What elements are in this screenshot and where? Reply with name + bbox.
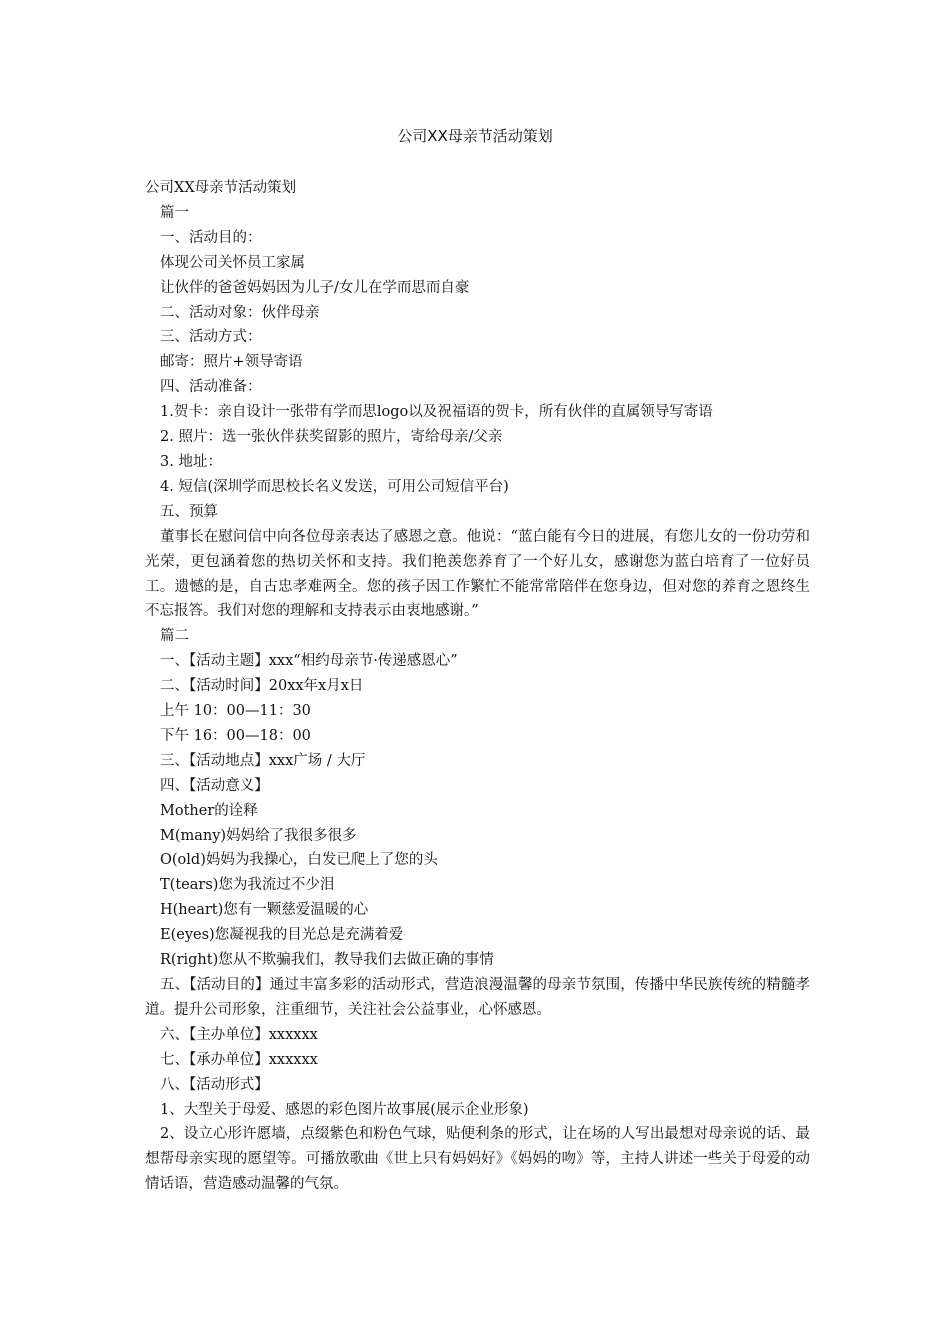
document-body <box>145 176 810 1197</box>
part1-line: 四、活动准备： <box>160 379 262 396</box>
part1-line: 五、预算 <box>160 503 218 520</box>
part1-line: 3. 地址： <box>160 453 222 470</box>
part2-line: 三、【活动地点】xxx广场 / 大厅 <box>160 752 366 769</box>
part2-line: M(many)妈妈给了我很多很多 <box>160 827 357 844</box>
part1-line: 二、活动对象：伙伴母亲 <box>160 304 320 321</box>
part2-line: Mother的诠释 <box>160 802 258 819</box>
part1-line: 三、活动方式： <box>160 329 262 346</box>
part2-form2-paragraph: 2、设立心形许愿墙，点缀紫色和粉色气球，贴便利条的形式，让在场的人写出最想对母亲说的话、最想帮母亲实现的愿望等。可播放歌曲《世上只有妈妈好》《妈妈的吻》等，主持人讲述一些关于母爱的动情话语，营造感动温馨的气氛。 <box>145 1126 810 1193</box>
part2-line: 上午 10：00—11：30 <box>160 703 311 720</box>
part1-line: 让伙伴的爸爸妈妈因为儿子/女儿在学而思而自豪 <box>160 279 470 296</box>
part1-heading: 篇一 <box>160 204 189 221</box>
part2-line: E(eyes)您凝视我的目光总是充满着爱 <box>160 927 404 944</box>
part2-line: 1、大型关于母爱、感恩的彩色图片故事展(展示企业形象) <box>160 1101 529 1118</box>
document-subtitle: 公司XX母亲节活动策划 <box>145 180 297 196</box>
part2-line: 六、【主办单位】xxxxxx <box>160 1026 318 1043</box>
part2-line: R(right)您从不欺骗我们，教导我们去做正确的事情 <box>160 952 494 969</box>
document-title: 公司XX母亲节活动策划 <box>397 127 553 145</box>
part2-line: O(old)妈妈为我操心，白发已爬上了您的头 <box>160 852 438 869</box>
part1-line: 体现公司关怀员工家属 <box>160 254 305 271</box>
part1-paragraph: 董事长在慰问信中向各位母亲表达了感恩之意。他说：“蓝白能有今日的进展，有您儿女的一份功劳和光荣，更包涵着您的热切关怀和支持。我们艳羡您养育了一个好儿女，感谢您为蓝白培育了一位好员工。遗憾的是，自古忠孝难两全。您的孩子因工作繁忙不能常常陪伴在您身边，但对您的养育之恩终生不忘报答。我们对您的理解和支持表示由衷地感谢。” <box>145 528 810 620</box>
part2-line: 二、【活动时间】20xx年x月x日 <box>160 678 364 695</box>
part2-heading: 篇二 <box>160 628 189 645</box>
part2-line: T(tears)您为我流过不少泪 <box>160 877 335 894</box>
part2-line: 四、【活动意义】 <box>160 777 269 794</box>
part1-line: 一、活动目的： <box>160 229 262 246</box>
part2-line: 下午 16：00—18：00 <box>160 727 311 744</box>
part1-line: 4. 短信(深圳学而思校长名义发送，可用公司短信平台) <box>160 478 509 495</box>
part1-line: 邮寄：照片+领导寄语 <box>160 354 303 371</box>
part1-line: 2. 照片：选一张伙伴获奖留影的照片，寄给母亲/父亲 <box>160 429 503 446</box>
part2-line: 一、【活动主题】xxx“相约母亲节·传递感恩心” <box>160 653 458 670</box>
part2-line: 七、【承办单位】xxxxxx <box>160 1051 318 1068</box>
part1-line: 1.贺卡：亲自设计一张带有学而思logo以及祝福语的贺卡，所有伙伴的直属领导写寄语 <box>160 404 713 421</box>
part2-line: H(heart)您有一颗慈爱温暖的心 <box>160 902 369 919</box>
part2-line: 八、【活动形式】 <box>160 1076 269 1093</box>
part2-purpose-paragraph: 五、【活动目的】通过丰富多彩的活动形式，营造浪漫温馨的母亲节氛围，传播中华民族传统的精髓孝道。提升公司形象，注重细节，关注社会公益事业，心怀感恩。 <box>145 977 810 1018</box>
